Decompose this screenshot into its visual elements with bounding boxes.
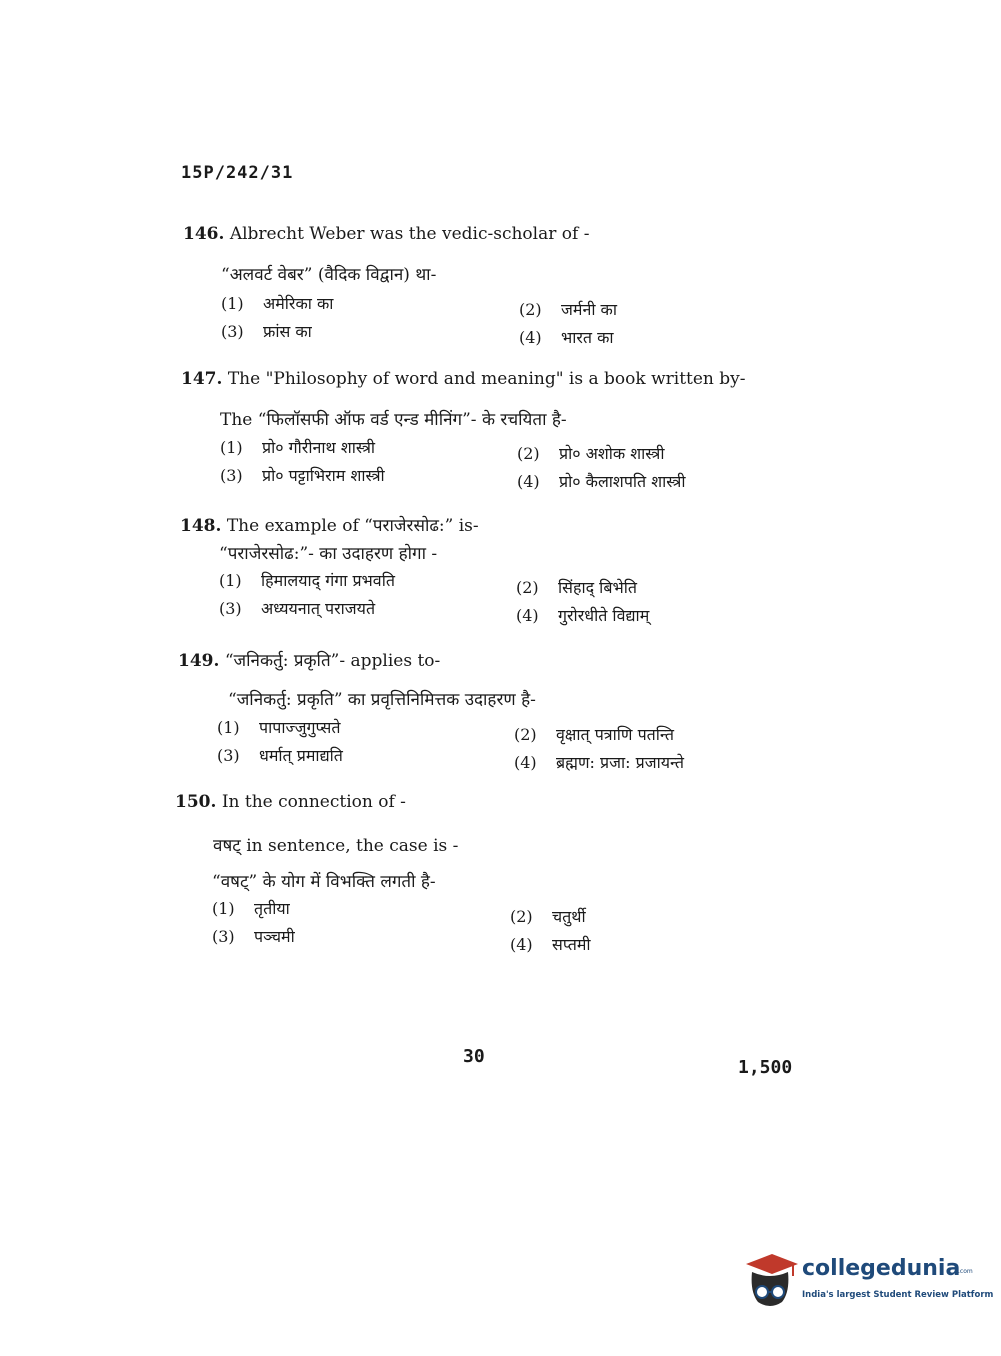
option-3 [212, 925, 295, 947]
option-text: वृक्षात् पत्राणि पतन्ति [556, 725, 674, 744]
question-number: 149. [178, 651, 220, 671]
question-number: 148. [180, 516, 222, 536]
option-text: धर्मात् प्रमाद्यति [259, 746, 343, 765]
option-3 [217, 744, 343, 766]
option-text: अमेरिका का [263, 294, 334, 313]
option-number: (3) [220, 466, 243, 485]
option-number: (3) [217, 746, 240, 765]
option-text: प्रो० गौरीनाथ शास्त्री [262, 438, 376, 457]
question-text-hi: The “फिलॉसफी ऑफ वर्ड एन्ड मीनिंग”- के रचयिता है- [220, 410, 567, 430]
option-1 [219, 569, 395, 591]
option-4 [514, 751, 684, 773]
option-text: जर्मनी का [561, 300, 617, 319]
question-text-en: In the connection of - [221, 792, 406, 812]
copy-count: 1,500 [738, 1057, 793, 1078]
option-2 [510, 905, 586, 927]
question-text-hi: “अलवर्ट वेबर” (वैदिक विद्वान) था- [221, 265, 437, 285]
option-number: (3) [219, 599, 242, 618]
option-1 [217, 716, 340, 738]
question-text-hi: “पराजेरसोढ:”- का उदाहरण होगा - [219, 544, 438, 564]
option-1 [220, 436, 375, 458]
option-number: (2) [510, 907, 533, 926]
logo-tagline: India's largest Student Review Platform [802, 1290, 994, 1300]
question-146 [183, 224, 589, 244]
option-number: (3) [212, 927, 235, 946]
option-1 [212, 897, 290, 919]
option-3 [219, 597, 375, 619]
option-3 [220, 464, 385, 486]
question-147 [181, 369, 746, 389]
collegedunia-logo [742, 1250, 994, 1310]
option-2 [519, 298, 617, 320]
question-149 [178, 648, 440, 671]
question-148 [180, 513, 479, 536]
option-number: (1) [220, 438, 243, 457]
option-number: (1) [219, 571, 242, 590]
option-2 [516, 576, 637, 598]
question-150 [175, 792, 406, 812]
option-number: (2) [517, 444, 540, 463]
option-number: (4) [510, 935, 533, 954]
option-2 [517, 442, 665, 464]
option-text: पञ्चमी [254, 927, 295, 946]
option-number: (2) [514, 725, 537, 744]
question-number: 146. [183, 224, 225, 244]
option-2 [514, 723, 674, 745]
option-text: सिंहाद् बिभेति [558, 578, 637, 597]
option-text: प्रो० कैलाशपति शास्त्री [559, 472, 686, 491]
option-text: प्रो० अशोक शास्त्री [559, 444, 665, 463]
option-text: भारत का [561, 328, 614, 347]
option-4 [519, 326, 614, 348]
question-text-hi: “वषट्” के योग में विभक्ति लगती है- [212, 872, 436, 892]
option-number: (1) [212, 899, 235, 918]
question-text-en: Albrecht Weber was the vedic-scholar of - [229, 224, 590, 244]
option-number: (4) [517, 472, 540, 491]
option-text: चतुर्थी [552, 907, 586, 926]
logo-domain: .com [958, 1268, 973, 1275]
option-4 [510, 933, 591, 955]
logo-name: collegedunia [802, 1256, 961, 1281]
mascot-icon [742, 1250, 798, 1310]
option-1 [221, 292, 333, 314]
question-text-en: The example of “पराजेरसोढ:” is- [226, 516, 479, 536]
option-text: सप्तमी [552, 935, 591, 954]
option-number: (4) [516, 606, 539, 625]
option-text: फ्रांस का [263, 322, 312, 341]
option-text: तृतीया [254, 899, 290, 918]
option-number: (4) [519, 328, 542, 347]
option-text: अध्ययनात् पराजयते [261, 599, 376, 618]
option-number: (4) [514, 753, 537, 772]
question-text-en: “जनिकर्तु: प्रकृति”- applies to- [224, 651, 441, 671]
option-text: गुरोरधीते विद्याम् [558, 606, 650, 625]
option-4 [517, 470, 685, 492]
question-number: 147. [181, 369, 223, 389]
page-number: 30 [463, 1046, 485, 1067]
option-4 [516, 604, 649, 626]
question-text-en-2: वषट् in sentence, the case is - [213, 836, 459, 856]
question-text-en: The "Philosophy of word and meaning" is a book written by- [227, 369, 746, 389]
option-number: (2) [519, 300, 542, 319]
option-text: हिमालयाद् गंगा प्रभवति [261, 571, 395, 590]
option-text: पापाज्जुगुप्सते [259, 718, 341, 737]
option-number: (1) [221, 294, 244, 313]
option-3 [221, 320, 312, 342]
option-text: प्रो० पट्टाभिराम शास्त्री [262, 466, 385, 485]
option-number: (2) [516, 578, 539, 597]
paper-code: 15P/242/31 [181, 163, 294, 183]
question-number: 150. [175, 792, 217, 812]
option-number: (3) [221, 322, 244, 341]
option-number: (1) [217, 718, 240, 737]
option-text: ब्रह्मण: प्रजा: प्रजायन्ते [556, 753, 685, 772]
question-text-hi: “जनिकर्तु: प्रकृति” का प्रवृत्तिनिमित्तक उदाहरण है- [228, 690, 536, 710]
